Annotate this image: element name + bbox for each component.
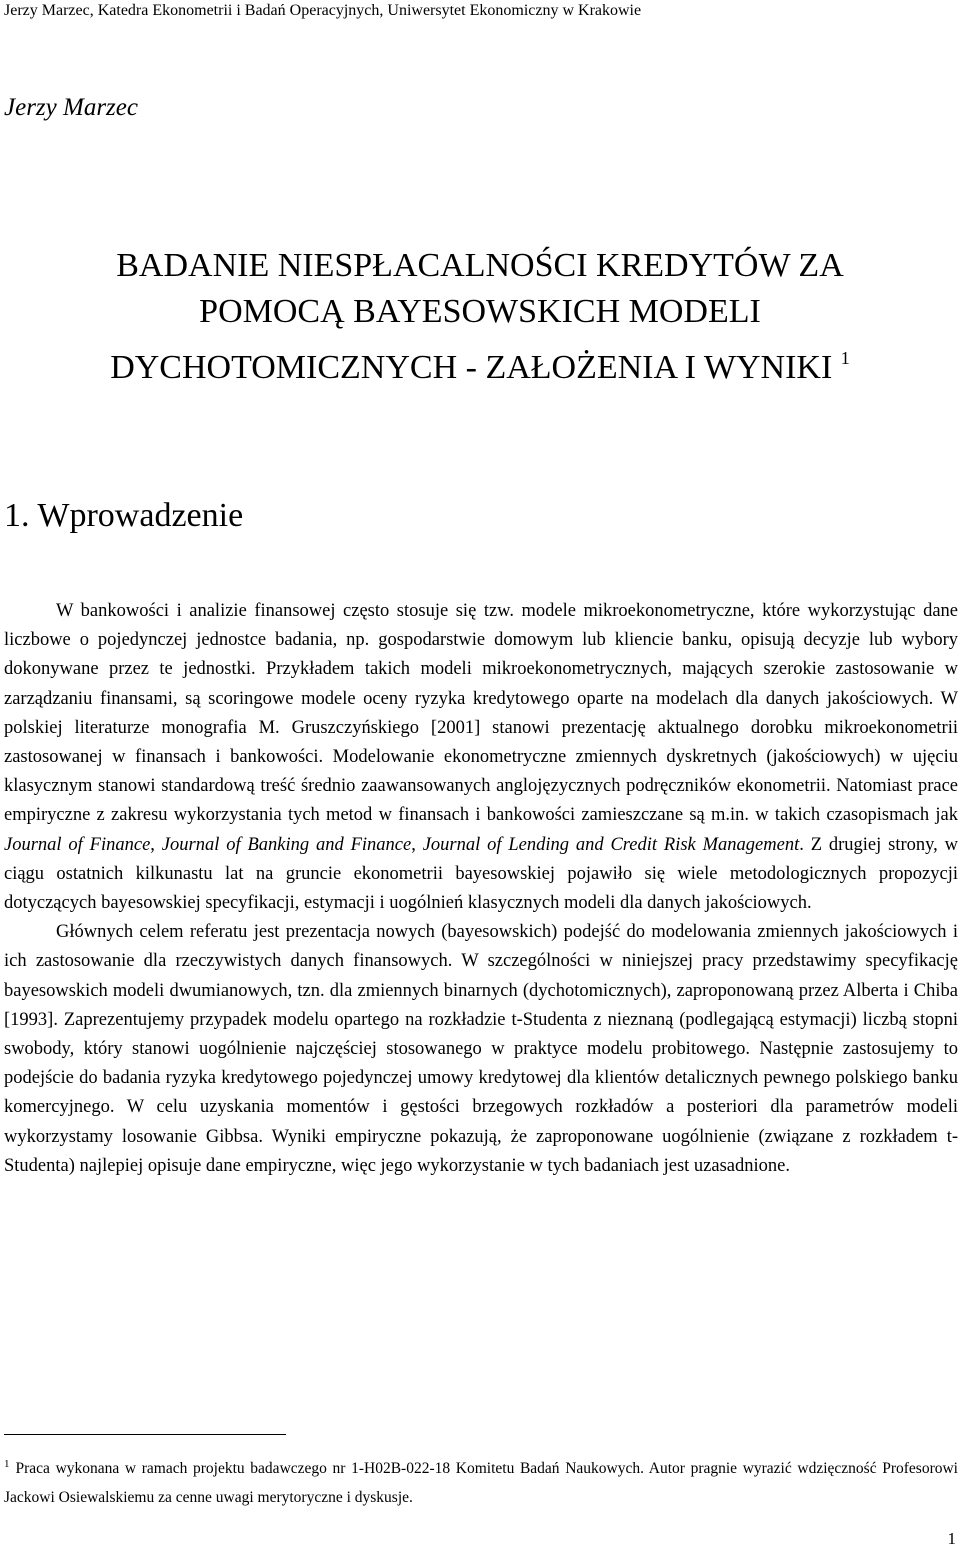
journal-title-2: Journal of Banking and Finance — [161, 834, 412, 855]
journal-title-3: Journal of Lending and Credit Risk Management — [422, 834, 800, 855]
paragraph-1-text-b: . Z drugiej strony, w ciągu ostatnich kilkunastu lat na gruncie ekonometrii bayesowskiej pojawiło się wiele metodologicznych propozycji dotyczących bayesowskiej specyfikacji, estymacji i uogólnień klasycznych modeli dla danych jakościowych. — [4, 834, 959, 914]
footnote-mark: 1 — [4, 1458, 10, 1470]
footnote — [4, 1450, 958, 1512]
paragraph-1-sep-2: , — [411, 834, 423, 855]
page-number: 1 — [947, 1529, 956, 1548]
footnote-divider — [4, 1434, 286, 1435]
body-text — [4, 597, 958, 1181]
title-footnote-mark: 1 — [840, 348, 850, 368]
author-name: Jerzy Marzec — [4, 94, 138, 121]
paragraph-1-text-a: W bankowości i analizie finansowej często stosuje się tzw. modele mikroekonometryczne, które wykorzystując dane liczbowe o pojedynczej jednostce badania, np. gospodarstwie domowym lub kliencie banku, opisują decyzje lub wybory dokonywane przez te jednostki. Przykładem takich modeli mikroekonometrycznych, mających szerokie zastosowanie w zarządzaniu finansami, są scoringowe modele oceny ryzyka kredytowego oparte na modelach dla danych jakościowych. W polskiej literaturze monografia M. Gruszczyńskiego [2001] stanowi prezentację aktualnego dorobku mikroekonometrii zastosowanej w finansach i bankowości. Modelowanie ekonometryczne zmiennych dyskretnych (jakościowych) w ujęciu klasycznym stanowi standardową treść średnio zaawansowanych anglojęzycznych podręczników ekonometrii. Natomiast prace empiryczne z zakresu wykorzystania tych metod w finansach i bankowości zamieszczane są m.in. w takich czasopismach jak — [4, 601, 958, 826]
journal-title-1: Journal of Finance — [4, 834, 151, 855]
paragraph-1-sep-1: , — [150, 834, 162, 855]
title-line-3 — [0, 335, 960, 391]
paragraph-1 — [4, 597, 958, 918]
paper-title — [0, 243, 960, 391]
title-line-1: BADANIE NIESPŁACALNOŚCI KREDYTÓW ZA — [116, 247, 844, 284]
title-line-2: POMOCĄ BAYESOWSKICH MODELI — [199, 293, 761, 330]
title-line-3-text: DYCHOTOMICZNYCH - ZAŁOŻENIA I WYNIKI — [110, 349, 833, 386]
paragraph-2: Głównych celem referatu jest prezentacja nowych (bayesowskich) podejść do modelowania zmiennych jakościowych i ich zastosowanie dla rzeczywistych danych finansowych. W szczególności w niniejszej pracy przedstawimy specyfikację bayesowskich modeli dwumianowych, tzn. dla zmiennych binarnych (dychotomicznych), zaproponowaną przez Alberta i Chiba [1993]. Zaprezentujemy przypadek modelu opartego na rozkładzie t-Studenta z nieznaną (podlegającą estymacji) liczbą stopni swobody, który stanowi uogólnienie najczęściej stosowanego w praktyce modelu probitowego. Następnie zastosujemy to podejście do badania ryzyka kredytowego pojedynczej umowy kredytowej dla klientów detalicznych pewnego polskiego banku komercyjnego. W celu uzyskania momentów i gęstości brzegowych rozkładów a posteriori dla parametrów modeli wykorzystamy losowanie Gibbsa. Wyniki empiryczne pokazują, że zaproponowane uogólnienie (związane z rozkładem t-Studenta) najlepiej opisuje dane empiryczne, więc jego wykorzystanie w tych badaniach jest uzasadnione. — [4, 922, 958, 1176]
footnote-text: Praca wykonana w ramach projektu badawczego nr 1-H02B-022-18 Komitetu Badań Naukowych. Autor pragnie wyrazić wdzięczność Profesorowi Jackowi Osiewalskiemu za cenne uwagi merytoryczne i dyskusje. — [4, 1460, 958, 1506]
section-heading: 1. Wprowadzenie — [4, 497, 244, 534]
running-header: Jerzy Marzec, Katedra Ekonometrii i Badań Operacyjnych, Uniwersytet Ekonomiczny w Krakowie — [4, 2, 642, 19]
